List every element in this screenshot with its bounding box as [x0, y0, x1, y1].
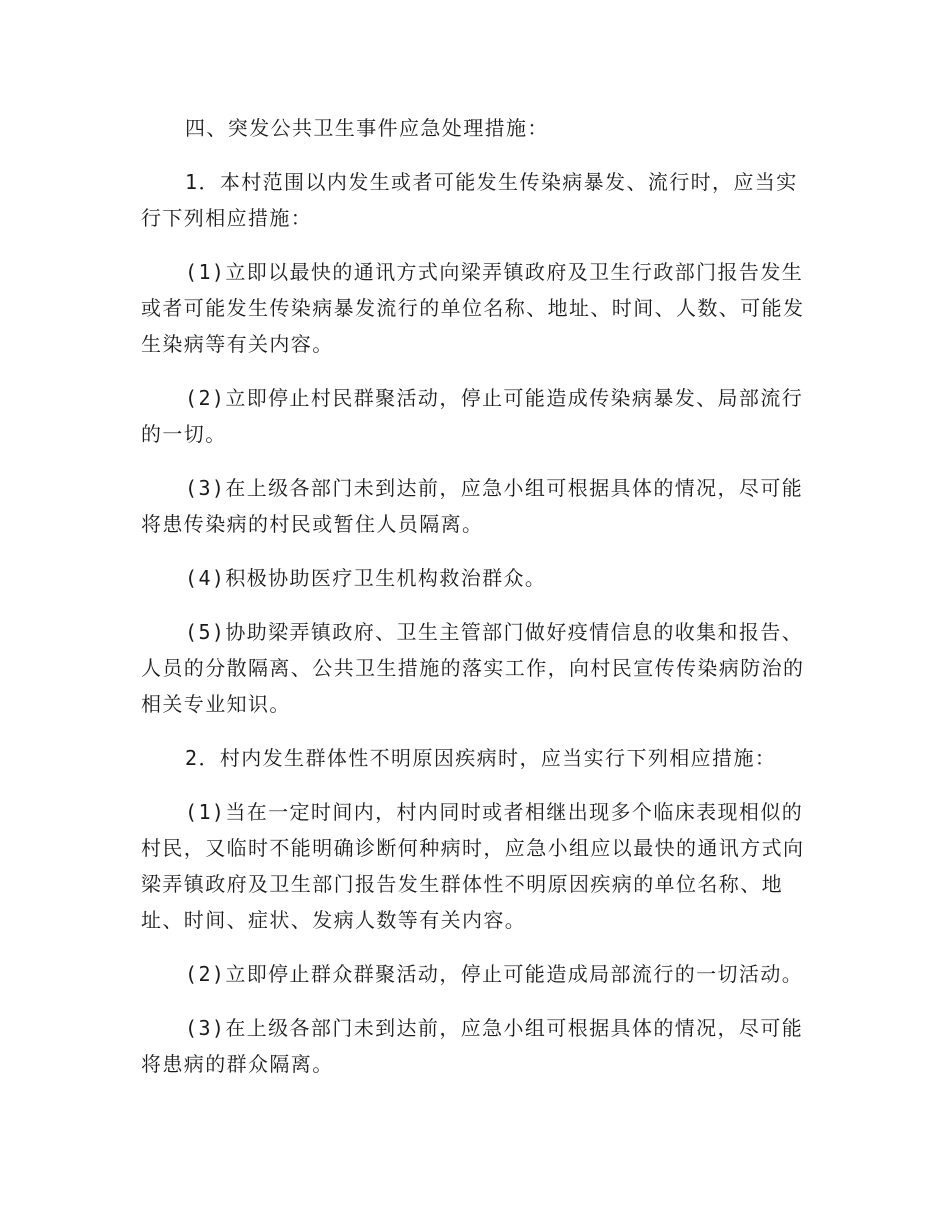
- paragraph-1-4: (4)积极协助医疗卫生机构救治群众。: [185, 566, 547, 590]
- paragraph-1-5: (5)协助梁弄镇政府、卫生主管部门做好疫情信息的收集和报告、人员的分散隔离、公共卫生措施的落实工作，向村民宣传传染病防治的相关专业知识。: [141, 620, 805, 716]
- paragraph-1-3: (3)在上级各部门未到达前，应急小组可根据具体的情况，尽可能将患传染病的村民或暂住人员隔离。: [141, 476, 804, 536]
- paragraph-2-3: (3)在上级各部门未到达前，应急小组可根据具体的情况，尽可能将患病的群众隔离。: [141, 1016, 804, 1076]
- paragraph-2: 2．村内发生群体性不明原因疾病时，应当实行下列相应措施：: [185, 746, 777, 770]
- paragraph-1-1: (1)立即以最快的通讯方式向梁弄镇政府及卫生行政部门报告发生或者可能发生传染病暴发流行的单位名称、地址、时间、人数、可能发生染病等有关内容。: [141, 260, 805, 356]
- paragraph-1: 1．本村范围以内发生或者可能发生传染病暴发、流行时，应当实行下列相应措施：: [141, 170, 798, 230]
- document-body: [141, 110, 807, 1100]
- paragraph-1-2: (2)立即停止村民群聚活动，停止可能造成传染病暴发、局部流行的一切。: [141, 386, 804, 446]
- paragraph-2-1: (1)当在一定时间内，村内同时或者相继出现多个临床表现相似的村民，又临时不能明确诊断何种病时，应急小组应以最快的通讯方式向梁弄镇政府及卫生部门报告发生群体性不明原因疾病的单位名称、地址、时间、症状、发病人数等有关内容。: [141, 800, 805, 932]
- paragraph-2-2: (2)立即停止群众群聚活动，停止可能造成局部流行的一切活动。: [185, 962, 804, 986]
- section-heading: 四、突发公共卫生事件应急处理措施：: [185, 116, 549, 140]
